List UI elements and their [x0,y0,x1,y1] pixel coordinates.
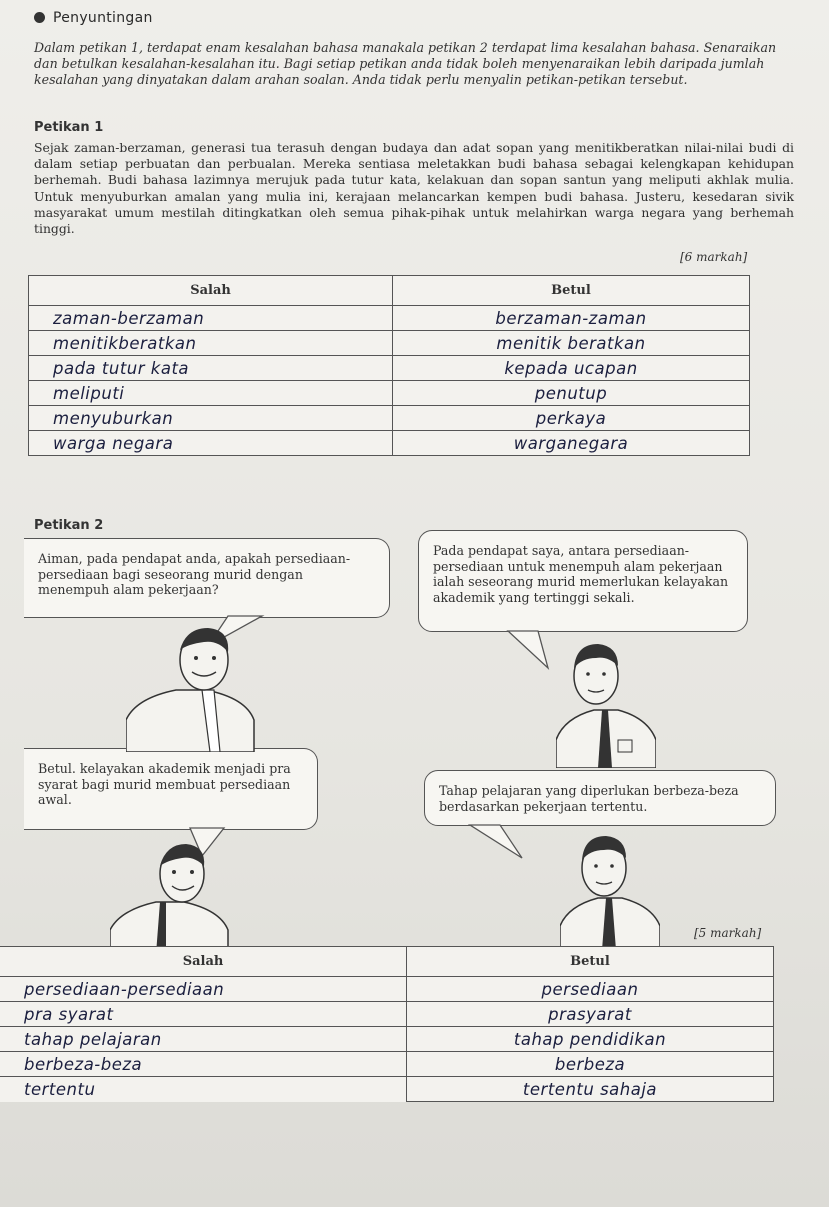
cell-salah: berbeza-beza [0,1052,407,1077]
speech-bubble-teacher-2: Betul. kelayakan akademik menjadi pra syarat bagi murid membuat persediaan awal. [24,748,318,830]
cell-salah: persediaan-persediaan [0,977,407,1002]
section-heading: Penyuntingan [34,10,153,26]
cell-salah: zaman-berzaman [29,306,393,331]
cell-betul: persediaan [407,977,774,1002]
cell-betul: tertentu sahaja [407,1077,774,1102]
header-betul: Betul [407,947,774,977]
cell-betul: kepada ucapan [393,356,750,381]
cell-betul: prasyarat [407,1002,774,1027]
petikan1-label: Petikan 1 [34,120,104,135]
cell-betul: berzaman-zaman [393,306,750,331]
table-header-row [0,947,774,977]
cell-salah: pada tutur kata [29,356,393,381]
student-figure [556,636,656,768]
cell-salah: meliputi [29,381,393,406]
petikan2-answer-table [0,946,774,1102]
petikan2-label: Petikan 2 [34,518,104,533]
table-row [0,1027,774,1052]
petikan1-marks: [6 markah] [680,250,748,264]
cell-betul: tahap pendidikan [407,1027,774,1052]
cell-salah: tahap pelajaran [0,1027,407,1052]
cell-salah: menyuburkan [29,406,393,431]
petikan2-marks: [5 markah] [694,926,762,940]
petikan1-passage: Sejak zaman-berzaman, generasi tua terasuh dengan budaya dan adat sopan yang menitikberatkan nilai-nilai budi di dalam setiap perbuatan dan perbualan. Mereka sentiasa meletakkan budi bahasa sebagai kelengkapan kehidupan berhemah. Budi bahasa lazimnya merujuk pada tutur kata, kelakuan dan sopan santun yang meliputi akhlak mulia. Untuk menyuburkan amalan yang mulia ini, kerajaan melancarkan kempen budi bahasa. Justeru, kesedaran sivik masyarakat umum mestilah ditingkatkan oleh semua pihak-pihak untuk melahirkan warga negara yang berhemah tinggi. [34,140,794,237]
cell-salah: tertentu [0,1077,407,1102]
bubble-tail-2 [508,631,548,668]
speech-bubble-student-2: Tahap pelajaran yang diperlukan berbeza-beza berdasarkan pekerjaan tertentu. [424,770,776,826]
cell-betul: penutup [393,381,750,406]
cell-betul: menitik beratkan [393,331,750,356]
cell-betul: berbeza [407,1052,774,1077]
cell-salah: pra syarat [0,1002,407,1027]
table-row [0,1002,774,1027]
teacher-figure [126,620,256,752]
student-figure [560,830,660,950]
table-row [0,977,774,1002]
cell-betul: perkaya [393,406,750,431]
cell-salah: menitikberatkan [29,331,393,356]
instructions: Dalam petikan 1, terdapat enam kesalahan bahasa manakala petikan 2 terdapat lima kesalahan bahasa. Senaraikan dan betulkan kesalahan-kesalahan itu. Bagi setiap petikan anda tidak boleh menyenaraikan lebih daripada jumlah kesalahan yang dinyatakan dalam arahan soalan. Anda tidak perlu menyalin petikan-petikan tersebut. [34,40,777,87]
speech-bubble-student-1: Pada pendapat saya, antara persediaan-persediaan untuk menempuh alam pekerjaan ialah seseorang murid memerlukan kelayakan akademik yang tertinggi sekali. [418,530,748,632]
table-row [0,1052,774,1077]
teacher-figure [110,838,230,954]
cell-betul: warganegara [393,431,750,456]
header-salah: Salah [29,276,393,306]
header-betul: Betul [393,276,750,306]
bubble-tail-4 [470,825,522,858]
header-salah: Salah [0,947,407,977]
speech-bubble-teacher-1: Aiman, pada pendapat anda, apakah persediaan-persediaan bagi seseorang murid dengan menempuh alam pekerjaan? [24,538,390,618]
cell-salah: warga negara [29,431,393,456]
table-row [0,1077,774,1102]
